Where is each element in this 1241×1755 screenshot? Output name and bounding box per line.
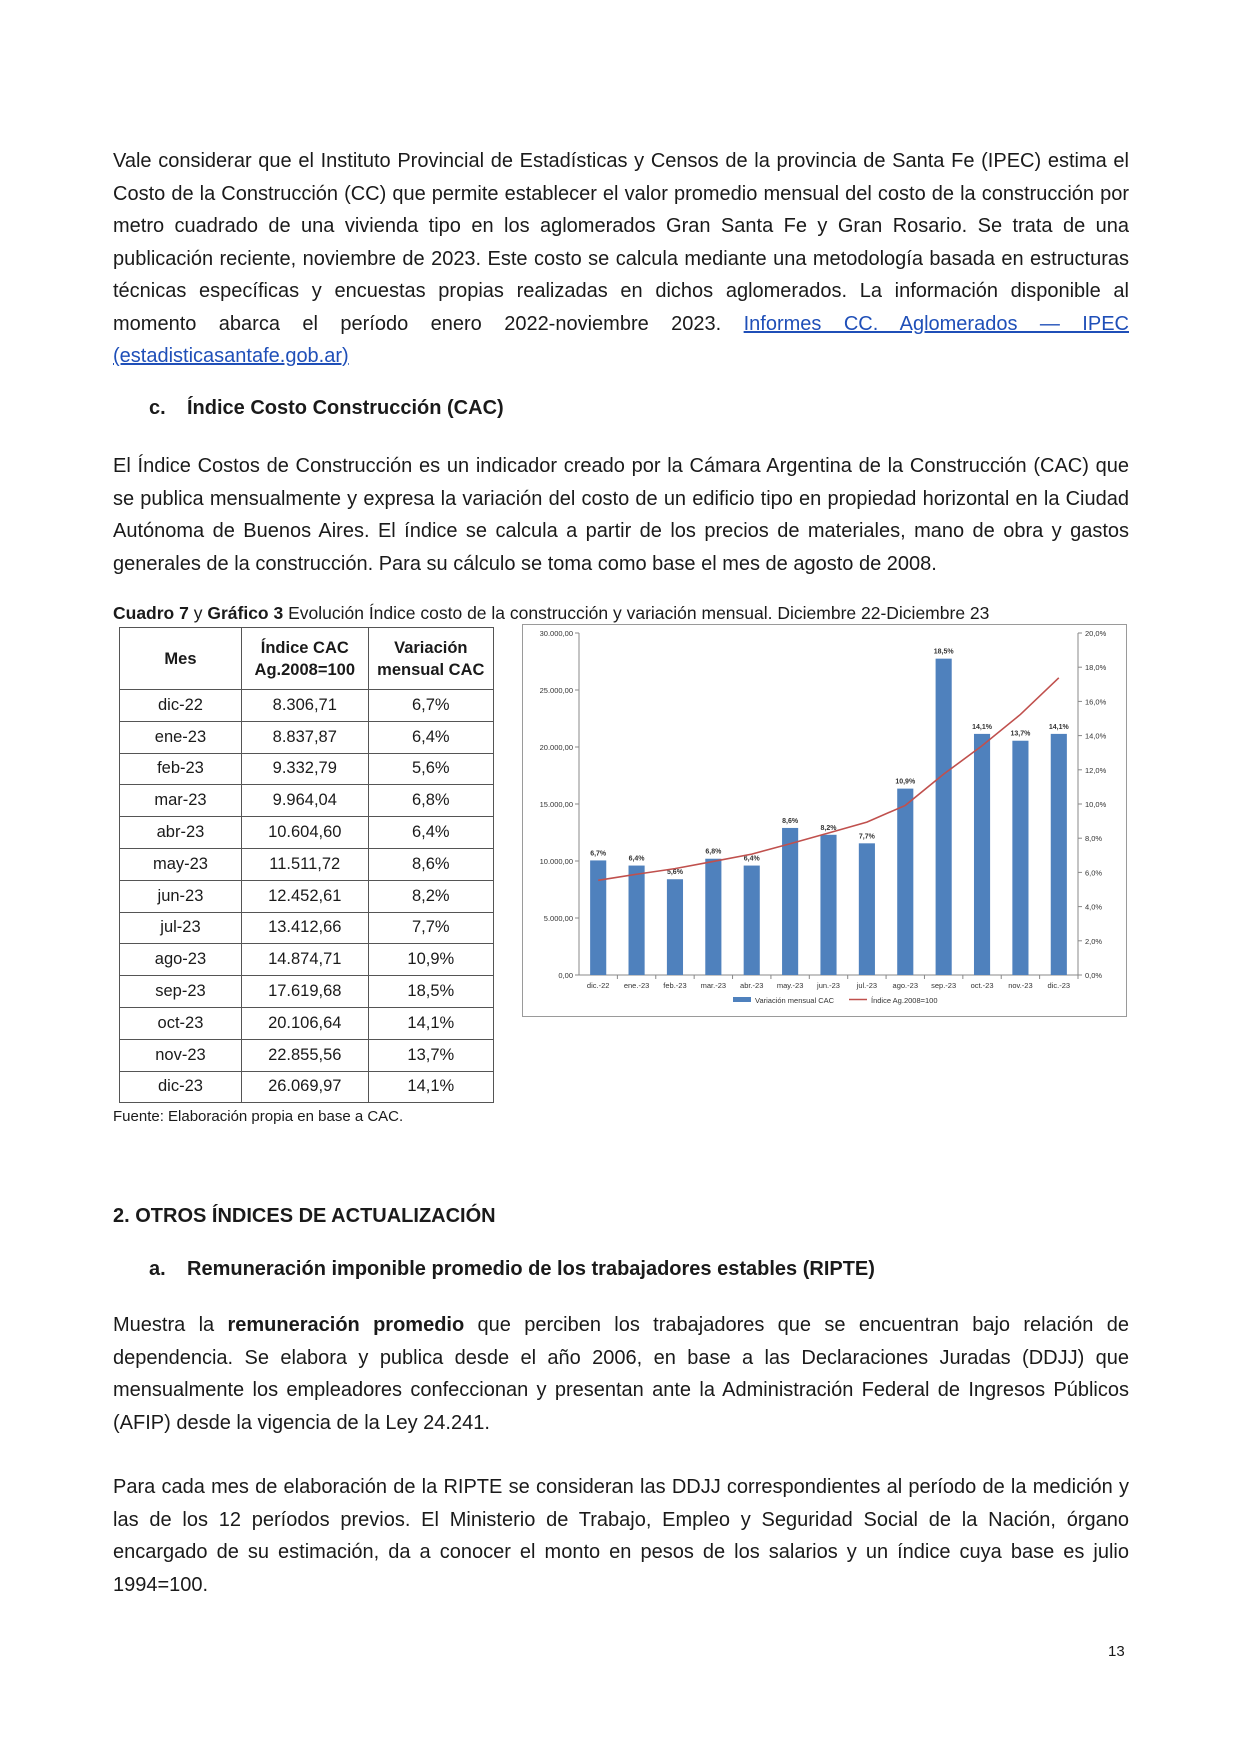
table-row xyxy=(120,1007,494,1039)
bar xyxy=(936,659,952,975)
left-tick-label: 10.000,00 xyxy=(539,857,573,866)
bar-data-label: 8,2% xyxy=(820,824,837,832)
subheading-c: c. Índice Costo Construcción (CAC) xyxy=(149,397,504,419)
indice-cell: 9.964,04 xyxy=(241,785,368,817)
left-tick-label: 15.000,00 xyxy=(539,800,573,809)
bar-data-label: 7,7% xyxy=(858,833,875,841)
table-row xyxy=(120,817,494,849)
variacion-cell: 10,9% xyxy=(368,944,493,976)
bar xyxy=(744,866,760,975)
x-tick-label: ene.-23 xyxy=(623,981,650,990)
bar xyxy=(1012,741,1028,975)
mes-cell: jun-23 xyxy=(120,880,242,912)
bar-data-label: 13,7% xyxy=(1010,730,1031,738)
mes-cell: sep-23 xyxy=(120,976,242,1008)
indice-cell: 13.412,66 xyxy=(241,912,368,944)
bar-data-label: 10,9% xyxy=(895,778,916,786)
table-row xyxy=(120,912,494,944)
mes-cell: nov-23 xyxy=(120,1039,242,1071)
right-tick-label: 18,0% xyxy=(1085,663,1107,673)
x-tick-label: dic.-23 xyxy=(1047,981,1071,990)
right-tick-label: 16,0% xyxy=(1085,697,1107,707)
bar xyxy=(667,879,683,975)
bar xyxy=(705,859,721,975)
mes-cell: ago-23 xyxy=(120,944,242,976)
right-tick-label: 2,0% xyxy=(1085,936,1103,946)
x-tick-label: oct.-23 xyxy=(970,981,994,990)
cac-chart xyxy=(522,624,1127,1017)
variacion-cell: 6,8% xyxy=(368,785,493,817)
left-tick-label: 30.000,00 xyxy=(539,629,573,638)
mes-cell: jul-23 xyxy=(120,912,242,944)
variacion-cell: 6,7% xyxy=(368,690,493,722)
indice-cell: 11.511,72 xyxy=(241,848,368,880)
x-tick-label: nov.-23 xyxy=(1008,981,1033,990)
left-tick-label: 0,00 xyxy=(558,971,573,980)
right-tick-label: 20,0% xyxy=(1085,629,1107,638)
variacion-cell: 14,1% xyxy=(368,1071,493,1103)
right-tick-label: 10,0% xyxy=(1085,800,1107,809)
x-tick-label: mar.-23 xyxy=(700,981,727,990)
table-row xyxy=(120,976,494,1008)
variacion-cell: 6,4% xyxy=(368,817,493,849)
bar xyxy=(782,828,798,975)
cac-table xyxy=(119,627,494,1103)
table-row xyxy=(120,1071,494,1103)
subheading-a: a. Remuneración imponible promedio de los trabajadores estables (RIPTE) xyxy=(149,1258,875,1280)
table-row xyxy=(120,721,494,753)
table-row xyxy=(120,1039,494,1071)
bar-data-label: 8,6% xyxy=(782,817,799,825)
page-number: 13 xyxy=(1108,1643,1125,1660)
variacion-cell: 8,6% xyxy=(368,848,493,880)
paragraph-ripte-2: Para cada mes de elaboración de la RIPTE se consideran las DDJJ correspondientes al período de la medición y las de los 12 períodos previos. El Ministerio de Trabajo, Empleo y Seguridad Social de la Nación, órgano encargado de su estimación, da a conocer el monto en pesos de los salarios y un índice cuya base es julio 1994=100. xyxy=(113,1476,1129,1596)
indice-cell: 22.855,56 xyxy=(241,1039,368,1071)
table-row xyxy=(120,690,494,722)
paragraph-ipec: Vale considerar que el Instituto Provincial de Estadísticas y Censos de la provincia de Santa Fe (IPEC) estima el Costo de la Construcción (CC) que permite establecer el valor promedio mensual del costo de la construcción por metro cuadrado de una vivienda tipo en los aglomerados Gran Santa Fe y Gran Rosario. Se trata de una publicación reciente, noviembre de 2023. Este costo se calcula mediante una metodología basada en estructuras técnicas específicas y encuestas propias realizadas en dichos aglomerados. La información disponible al momento abarca el período enero 2022-noviembre 2023. Informes CC. Aglomerados — IPEC (estadisticasantafe.gob.ar) xyxy=(113,150,1129,367)
indice-cell: 17.619,68 xyxy=(241,976,368,1008)
mes-cell: abr-23 xyxy=(120,817,242,849)
bar-data-label: 18,5% xyxy=(933,648,954,656)
indice-cell: 12.452,61 xyxy=(241,880,368,912)
header-indice: Índice CAC Ag.2008=100 xyxy=(241,628,368,690)
table-row xyxy=(120,785,494,817)
left-tick-label: 25.000,00 xyxy=(539,686,573,695)
bar xyxy=(629,866,645,975)
indice-cell: 20.106,64 xyxy=(241,1007,368,1039)
right-tick-label: 0,0% xyxy=(1085,971,1103,980)
mes-cell: oct-23 xyxy=(120,1007,242,1039)
variacion-cell: 18,5% xyxy=(368,976,493,1008)
right-tick-label: 8,0% xyxy=(1085,834,1103,844)
source-note: Fuente: Elaboración propia en base a CAC. xyxy=(113,1108,404,1125)
indice-cell: 26.069,97 xyxy=(241,1071,368,1103)
left-tick-label: 5.000,00 xyxy=(543,914,573,923)
indice-cell: 8.837,87 xyxy=(241,721,368,753)
x-tick-label: dic.-22 xyxy=(586,981,610,990)
mes-cell: mar-23 xyxy=(120,785,242,817)
page-content xyxy=(113,145,1129,373)
mes-cell: ene-23 xyxy=(120,721,242,753)
bar-data-label: 14,1% xyxy=(1048,723,1069,731)
bar-data-label: 5,6% xyxy=(666,869,683,877)
paragraph-cac: El Índice Costos de Construcción es un indicador creado por la Cámara Argentina de la Construcción (CAC) que se publica mensualmente y expresa la variación del costo de un edificio tipo en propiedad horizontal en la Ciudad Autónoma de Buenos Aires. El índice se calcula a partir de los precios de materiales, mano de obra y gastos generales de la construcción. Para su cálculo se toma como base el mes de agosto de 2008. xyxy=(113,455,1129,575)
x-tick-label: jun.-23 xyxy=(817,981,840,990)
mes-cell: dic-22 xyxy=(120,690,242,722)
ipec-link[interactable]: Informes CC. Aglomerados — IPEC (estadisticasantafe.gob.ar) xyxy=(113,312,1129,367)
bar xyxy=(820,835,836,975)
bar-data-label: 6,8% xyxy=(705,848,722,856)
bar-data-label: 6,4% xyxy=(743,855,760,863)
variacion-cell: 14,1% xyxy=(368,1007,493,1039)
variacion-cell: 5,6% xyxy=(368,753,493,785)
mes-cell: may-23 xyxy=(120,848,242,880)
header-mes: Mes xyxy=(120,628,242,690)
table-row xyxy=(120,848,494,880)
bar-data-label: 6,7% xyxy=(590,850,607,858)
paragraph-ripte-1: Muestra la remuneración promedio que perciben los trabajadores que se encuentran bajo relación de dependencia. Se elabora y publica desde el año 2006, en base a las Declaraciones Juradas (DDJJ) que mensualmente los empleadores confeccionan y presentan ante la Administración Federal de Ingresos Públicos (AFIP) desde la vigencia de la Ley 24.241. xyxy=(113,1314,1130,1434)
legend-line-label: Índice Ag.2008=100 xyxy=(871,996,938,1005)
variacion-cell: 6,4% xyxy=(368,721,493,753)
variacion-cell: 8,2% xyxy=(368,880,493,912)
indice-cell: 14.874,71 xyxy=(241,944,368,976)
bar xyxy=(1051,734,1067,975)
cac-chart-svg xyxy=(523,625,1126,1016)
table-header-row xyxy=(120,628,494,690)
x-tick-label: may.-23 xyxy=(776,981,804,990)
table-caption: Cuadro 7 y Gráfico 3 Evolución Índice costo de la construcción y variación mensual. Diciembre 22-Diciembre 23 xyxy=(113,603,990,623)
header-variacion: Variación mensual CAC xyxy=(368,628,493,690)
x-tick-label: jul.-23 xyxy=(856,981,878,990)
right-tick-label: 14,0% xyxy=(1085,731,1107,741)
x-tick-label: abr.-23 xyxy=(740,981,764,990)
x-tick-label: sep.-23 xyxy=(931,981,957,990)
table-row xyxy=(120,944,494,976)
variacion-cell: 7,7% xyxy=(368,912,493,944)
x-tick-label: ago.-23 xyxy=(892,981,918,990)
x-tick-label: feb.-23 xyxy=(663,981,687,990)
mes-cell: feb-23 xyxy=(120,753,242,785)
right-tick-label: 6,0% xyxy=(1085,868,1103,878)
left-tick-label: 20.000,00 xyxy=(539,743,573,752)
bar-data-label: 6,4% xyxy=(628,855,645,863)
bar-data-label: 14,1% xyxy=(972,723,992,731)
section-heading-2: 2. OTROS ÍNDICES DE ACTUALIZACIÓN xyxy=(113,1205,496,1227)
indice-cell: 10.604,60 xyxy=(241,817,368,849)
bar xyxy=(974,734,990,975)
bar xyxy=(897,789,913,975)
right-tick-label: 12,0% xyxy=(1085,765,1107,775)
legend-bar-label: Variación mensual CAC xyxy=(755,996,835,1005)
variacion-cell: 13,7% xyxy=(368,1039,493,1071)
mes-cell: dic-23 xyxy=(120,1071,242,1103)
indice-cell: 8.306,71 xyxy=(241,690,368,722)
bar xyxy=(859,843,875,975)
right-tick-label: 4,0% xyxy=(1085,902,1103,912)
bar xyxy=(590,860,606,975)
table-row xyxy=(120,880,494,912)
indice-cell: 9.332,79 xyxy=(241,753,368,785)
table-row xyxy=(120,753,494,785)
legend-bar-swatch xyxy=(733,997,751,1002)
